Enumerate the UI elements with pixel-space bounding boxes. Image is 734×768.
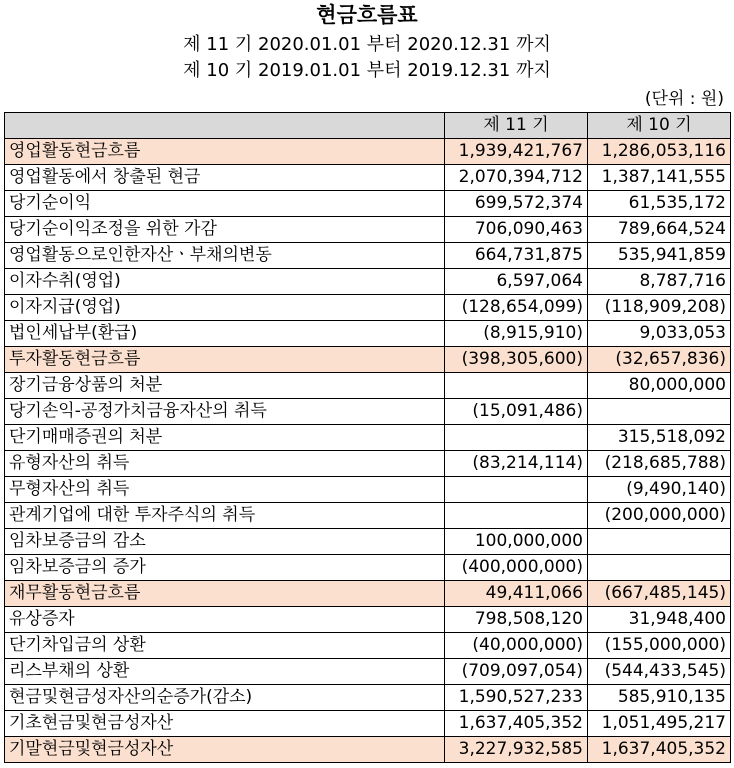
- value-period-11: 664,731,875: [445, 243, 588, 269]
- row-label: 단기차입금의 상환: [5, 633, 445, 659]
- table-row: [5, 555, 731, 581]
- row-label: 기초현금및현금성자산: [5, 711, 445, 737]
- table-row: [5, 737, 731, 763]
- value-period-10: 1,637,405,352: [588, 737, 731, 763]
- cash-flow-table-body: [5, 113, 731, 763]
- value-period-11: 100,000,000: [445, 529, 588, 555]
- value-period-11: [445, 503, 588, 529]
- value-period-10: 61,535,172: [588, 191, 731, 217]
- value-period-10: (218,685,788): [588, 451, 731, 477]
- value-period-11: 706,090,463: [445, 217, 588, 243]
- row-label: 이자지급(영업): [5, 295, 445, 321]
- value-period-10: 535,941,859: [588, 243, 731, 269]
- value-period-11: (83,214,114): [445, 451, 588, 477]
- value-period-11: [445, 477, 588, 503]
- row-label: 무형자산의 취득: [5, 477, 445, 503]
- cash-flow-table: [4, 112, 731, 763]
- value-period-10: 1,387,141,555: [588, 165, 731, 191]
- row-label: 이자수취(영업): [5, 269, 445, 295]
- unit-label: (단위 : 원): [644, 89, 724, 109]
- row-label: 임차보증금의 감소: [5, 529, 445, 555]
- table-row: [5, 659, 731, 685]
- row-label: 영업활동현금흐름: [5, 139, 445, 165]
- table-row: [5, 529, 731, 555]
- period-current: 제 11 기 2020.01.01 부터 2020.12.31 까지: [183, 34, 551, 55]
- header-period-10: 제 10 기: [588, 113, 731, 139]
- table-row: [5, 477, 731, 503]
- value-period-10: 585,910,135: [588, 685, 731, 711]
- table-row: [5, 425, 731, 451]
- value-period-11: 2,070,394,712: [445, 165, 588, 191]
- value-period-10: 1,286,053,116: [588, 139, 731, 165]
- value-period-11: (15,091,486): [445, 399, 588, 425]
- value-period-10: (155,000,000): [588, 633, 731, 659]
- table-row: [5, 685, 731, 711]
- value-period-11: [445, 425, 588, 451]
- table-row: [5, 165, 731, 191]
- header-label-cell: [5, 113, 445, 139]
- value-period-10: 80,000,000: [588, 373, 731, 399]
- row-label: 임차보증금의 증가: [5, 555, 445, 581]
- row-label: 영업활동으로인한자산ㆍ부채의변동: [5, 243, 445, 269]
- value-period-10: [588, 399, 731, 425]
- value-period-10: 8,787,716: [588, 269, 731, 295]
- table-row: [5, 711, 731, 737]
- row-label: 당기손익-공정가치금융자산의 취득: [5, 399, 445, 425]
- value-period-11: 699,572,374: [445, 191, 588, 217]
- row-label: 유상증자: [5, 607, 445, 633]
- row-label: 영업활동에서 창출된 현금: [5, 165, 445, 191]
- row-label: 리스부채의 상환: [5, 659, 445, 685]
- value-period-10: (200,000,000): [588, 503, 731, 529]
- value-period-11: (400,000,000): [445, 555, 588, 581]
- table-row: [5, 321, 731, 347]
- table-row: [5, 139, 731, 165]
- value-period-10: [588, 529, 731, 555]
- table-row: [5, 451, 731, 477]
- value-period-11: (398,305,600): [445, 347, 588, 373]
- row-label: 장기금융상품의 처분: [5, 373, 445, 399]
- value-period-11: (128,654,099): [445, 295, 588, 321]
- row-label: 기말현금및현금성자산: [5, 737, 445, 763]
- header-period-11: 제 11 기: [445, 113, 588, 139]
- value-period-11: (709,097,054): [445, 659, 588, 685]
- row-label: 유형자산의 취득: [5, 451, 445, 477]
- table-row: [5, 399, 731, 425]
- table-row: [5, 633, 731, 659]
- value-period-10: (32,657,836): [588, 347, 731, 373]
- value-period-11: 1,590,527,233: [445, 685, 588, 711]
- value-period-11: (8,915,910): [445, 321, 588, 347]
- value-period-11: [445, 373, 588, 399]
- statement-title: 현금흐름표: [316, 3, 418, 27]
- table-row: [5, 269, 731, 295]
- table-row: [5, 191, 731, 217]
- table-header-row: [5, 113, 731, 139]
- table-row: [5, 295, 731, 321]
- table-row: [5, 373, 731, 399]
- row-label: 재무활동현금흐름: [5, 581, 445, 607]
- table-row: [5, 503, 731, 529]
- value-period-10: [588, 555, 731, 581]
- value-period-11: 6,597,064: [445, 269, 588, 295]
- row-label: 투자활동현금흐름: [5, 347, 445, 373]
- table-row: [5, 347, 731, 373]
- value-period-11: 49,411,066: [445, 581, 588, 607]
- value-period-10: 789,664,524: [588, 217, 731, 243]
- row-label: 관계기업에 대한 투자주식의 취득: [5, 503, 445, 529]
- row-label: 당기순이익조정을 위한 가감: [5, 217, 445, 243]
- row-label: 법인세납부(환급): [5, 321, 445, 347]
- table-row: [5, 607, 731, 633]
- period-prior: 제 10 기 2019.01.01 부터 2019.12.31 까지: [183, 60, 551, 81]
- table-row: [5, 217, 731, 243]
- value-period-10: 31,948,400: [588, 607, 731, 633]
- value-period-10: (9,490,140): [588, 477, 731, 503]
- value-period-10: 9,033,053: [588, 321, 731, 347]
- value-period-10: (544,433,545): [588, 659, 731, 685]
- table-row: [5, 243, 731, 269]
- value-period-10: (118,909,208): [588, 295, 731, 321]
- value-period-11: 798,508,120: [445, 607, 588, 633]
- value-period-10: (667,485,145): [588, 581, 731, 607]
- row-label: 단기매매증권의 처분: [5, 425, 445, 451]
- value-period-11: 1,939,421,767: [445, 139, 588, 165]
- row-label: 당기순이익: [5, 191, 445, 217]
- row-label: 현금및현금성자산의순증가(감소): [5, 685, 445, 711]
- value-period-11: (40,000,000): [445, 633, 588, 659]
- value-period-11: 3,227,932,585: [445, 737, 588, 763]
- value-period-10: 315,518,092: [588, 425, 731, 451]
- value-period-11: 1,637,405,352: [445, 711, 588, 737]
- value-period-10: 1,051,495,217: [588, 711, 731, 737]
- table-row: [5, 581, 731, 607]
